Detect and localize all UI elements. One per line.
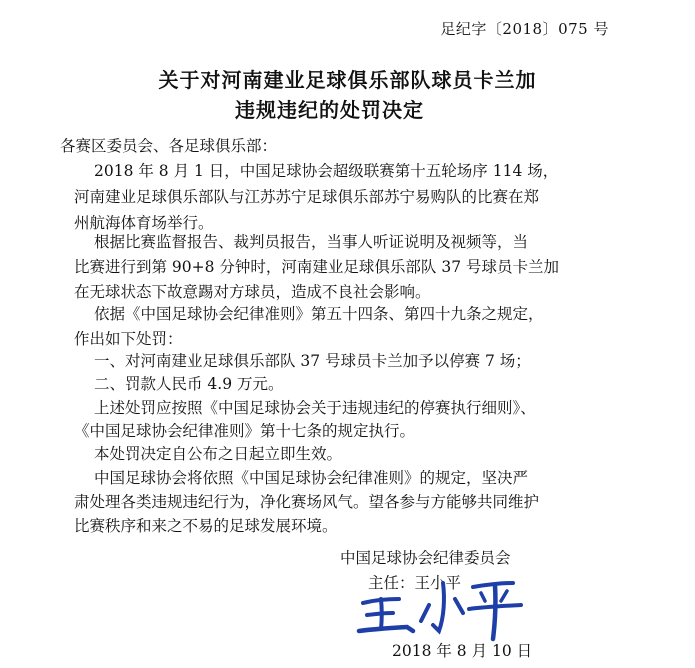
paragraph-8-line-1: 中国足球协会将依照《中国足球协会纪律准则》的规定，坚决严 [94,469,529,487]
paragraph-3-line-2: 作出如下处罚： [74,330,183,348]
director-label: 主任： [368,574,415,592]
paragraph-6-line-2: 《中国足球协会纪律准则》第十七条的规定执行。 [74,422,416,440]
signature-stroke [455,599,463,613]
penalty-item-2: 二、罚款人民币 4.9 万元。 [94,375,284,393]
paragraph-8-line-3: 比赛秩序和来之不易的足球发展环境。 [74,517,338,535]
handwritten-signature [355,573,525,643]
signature-stroke [367,613,393,615]
paragraph-2-line-2: 比赛进行到第 90+8 分钟时，河南建业足球俱乐部队 37 号球员卡兰加 [74,258,560,276]
signature-stroke [481,593,485,601]
issuing-organization: 中国足球协会纪律委员会 [340,549,511,567]
signature-stroke [421,605,429,621]
paragraph-1-line-2: 河南建业足球俱乐部队与江苏苏宁足球俱乐部苏宁易购队的比赛在郑 [74,188,540,206]
signature-stroke [493,585,495,639]
document-title-line-2: 违规违纪的处罚决定 [235,98,424,122]
signature-stroke [501,591,507,601]
document-number: 足纪字〔2018〕075 号 [440,20,609,38]
paragraph-2-line-1: 根据比赛监督报告、裁判员报告，当事人听证说明及视频等，当 [94,233,529,251]
salutation: 各赛区委员会、各足球俱乐部： [60,137,278,155]
paragraph-1-line-3: 州航海体育场举行。 [74,214,214,232]
paragraph-8-line-2: 肃处理各类违规违纪行为，净化赛场风气。望各参与方能够共同维护 [74,493,540,511]
paragraph-1-line-1: 2018 年 8 月 1 日，中国足球协会超级联赛第十五轮场序 114 场， [94,162,559,180]
signature-stroke [433,583,444,631]
paragraph-6-line-1: 上述处罚应按照《中国足球协会关于违规违纪的停赛执行细则》、 [94,399,536,417]
document-title-line-1: 关于对河南建业足球俱乐部队球员卡兰加 [158,68,537,92]
penalty-item-1: 一、对河南建业足球俱乐部队 37 号球员卡兰加予以停赛 7 场； [94,352,531,370]
paragraph-7-line-1: 本处罚决定自公布之日起立即生效。 [94,445,343,463]
paragraph-2-line-3: 在无球状态下故意踢对方球员，造成不良社会影响。 [74,283,431,301]
issue-date: 2018 年 8 月 10 日 [392,642,533,660]
paragraph-3-line-1: 依据《中国足球协会纪律准则》第五十四条、第四十九条之规定， [94,305,544,323]
director-name: 王小平 [414,574,462,592]
signature-stroke [359,627,413,631]
